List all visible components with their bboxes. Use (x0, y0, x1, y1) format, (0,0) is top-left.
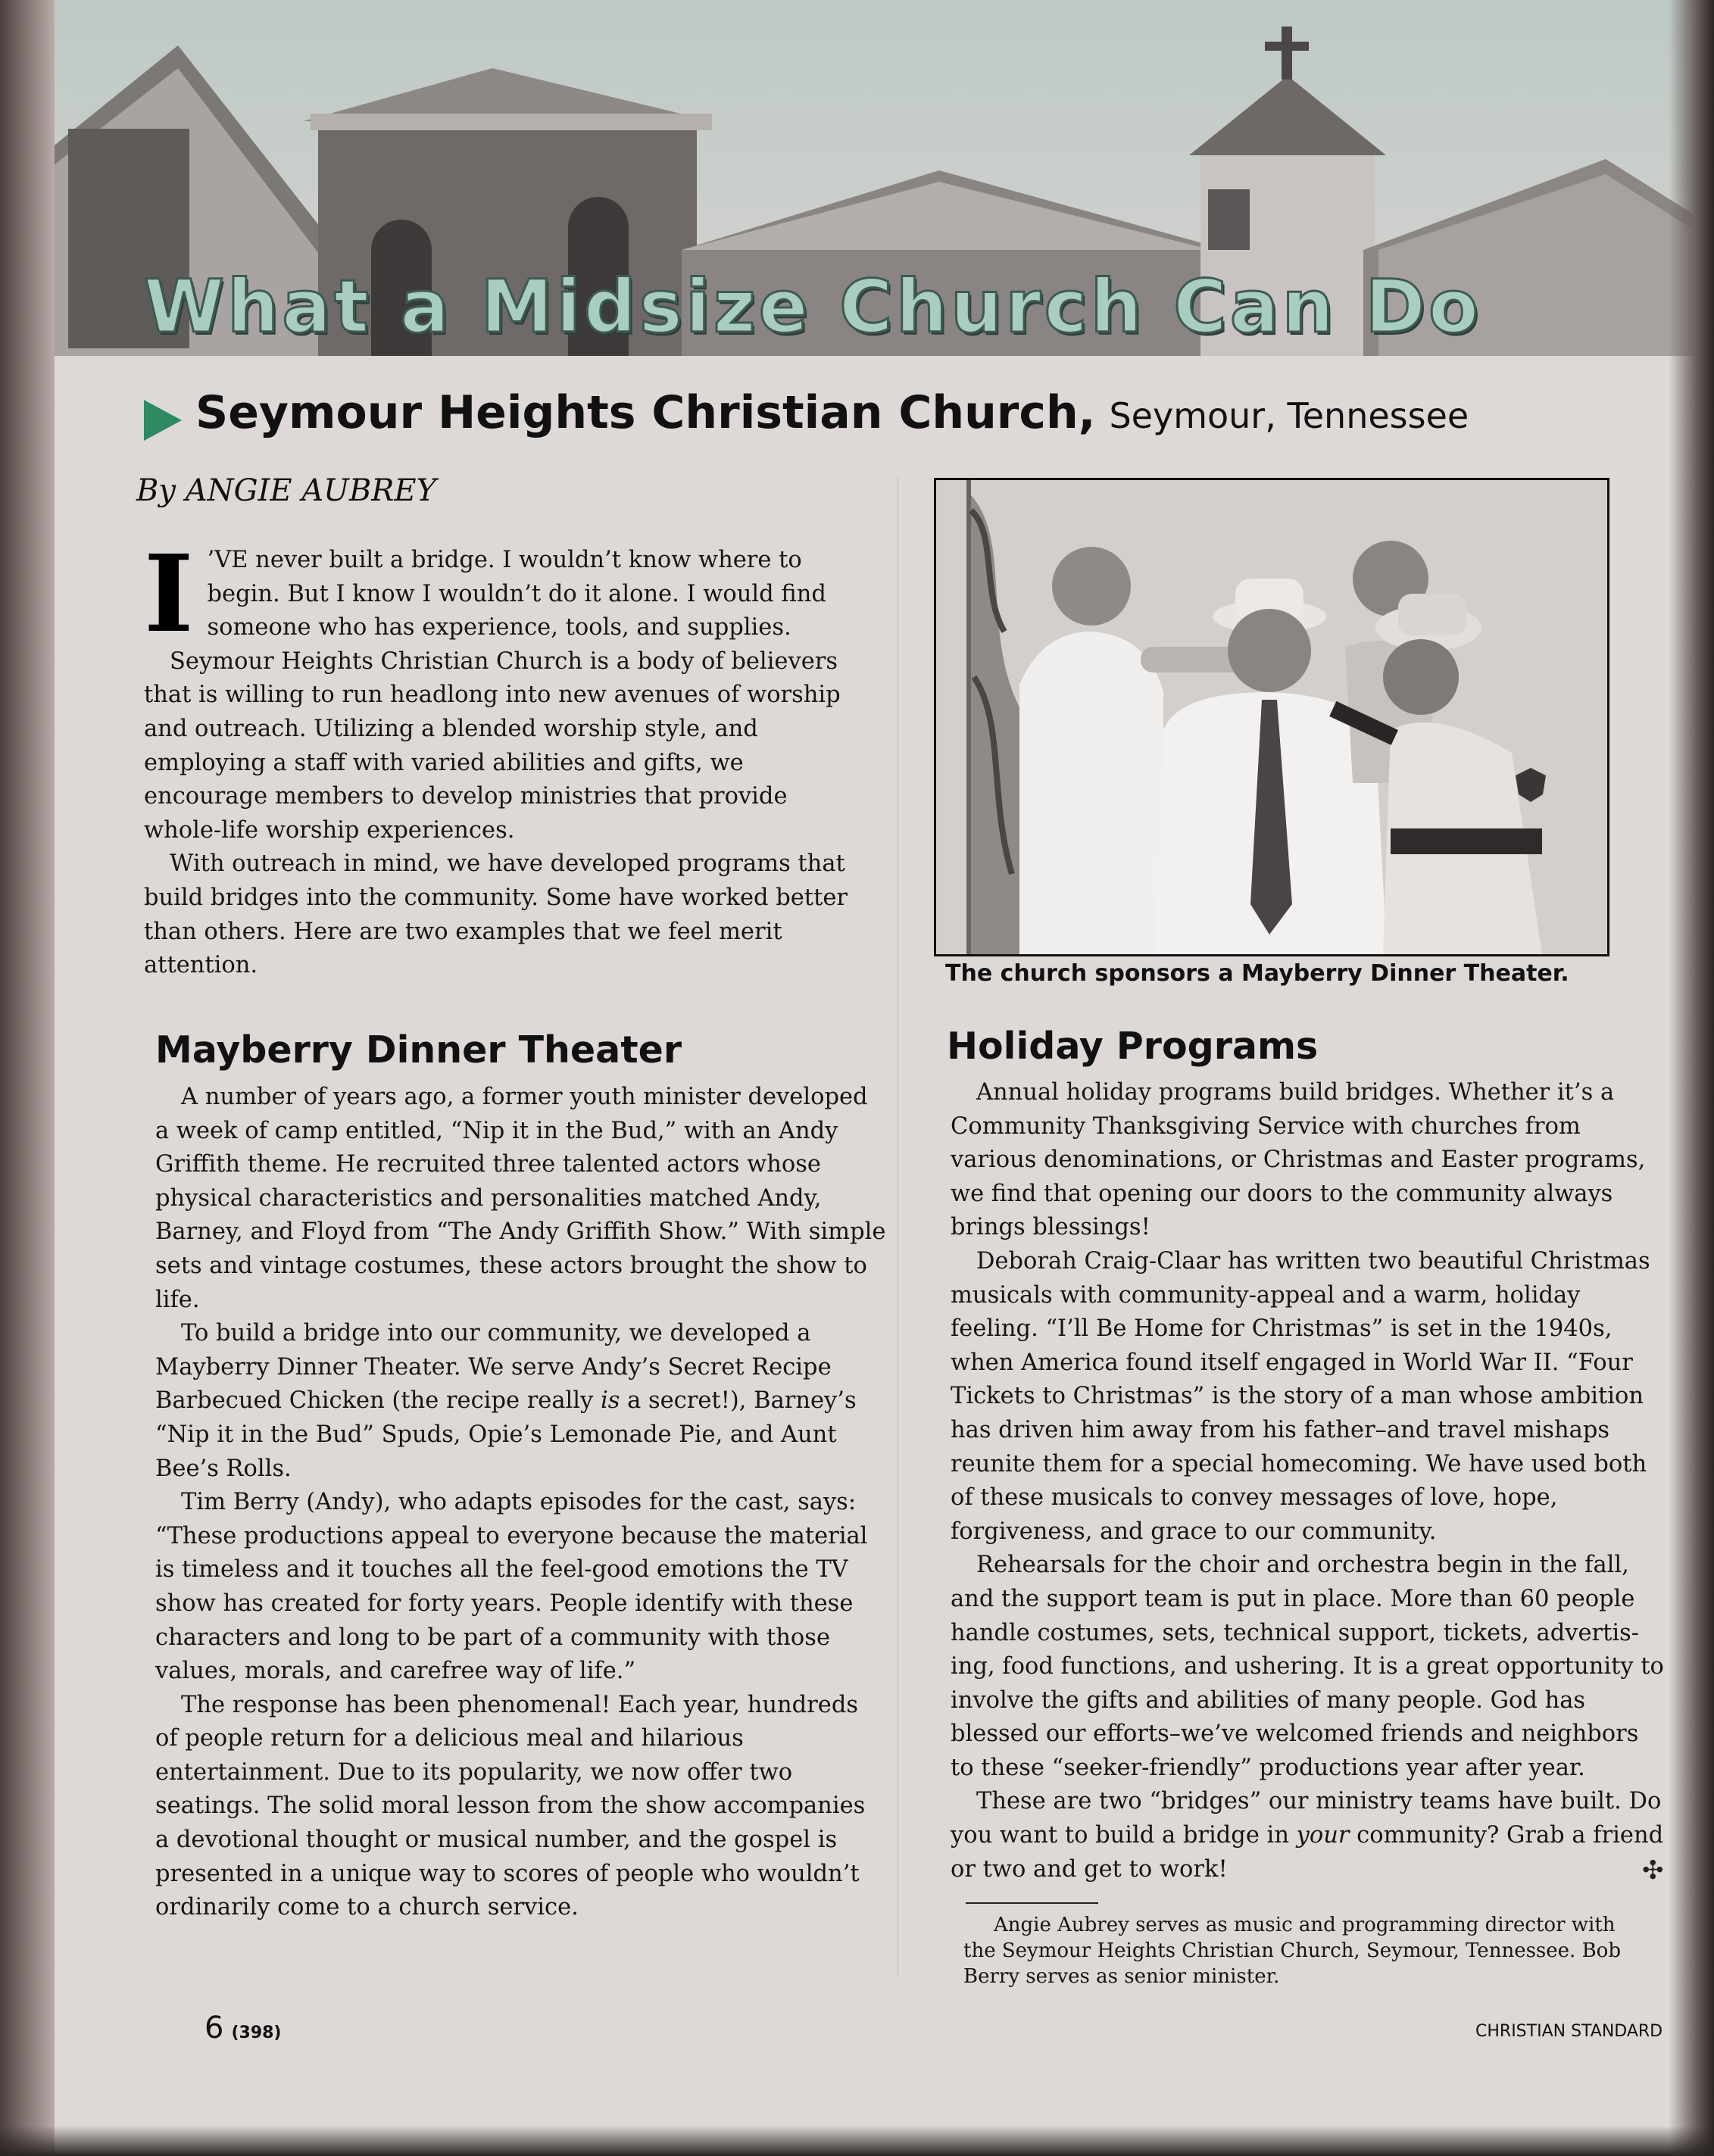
intro-text: ’VE never built a bridge. I wouldn’t know where to begin. But I know I wouldn’t do it alone. I would find someone who has experience, tools, and supplies. (207, 547, 826, 641)
magazine-name: CHRISTIAN STANDARD (1475, 2022, 1663, 2041)
mayberry-paragraph: A number of years ago, a former youth minister developed a week of camp entitled, “Nip it in the Bud,” with an Andy Griffith theme. He recruited three talented actors whose physical characteristics and personalities matched Andy, Barney, and Floyd from “The Andy Griffith Show.” With simple sets and vintage costumes, these actors brought the show to life. (155, 1084, 886, 1313)
byline: By ANGIE AUBREY (136, 473, 436, 508)
intro-column (144, 532, 856, 983)
holiday-paragraph: Deborah Craig-Claar has written two beautiful Christmas musicals with community-appeal and a warm, holiday feeling. “I’ll Be Home for Christmas” is set in the 1940s, when America found itself engaged in World War II. “Four Tickets to Christmas” is the story of a man whose ambition has driven him away from his father–and travel mishaps reunite them for a special homecoming. We have used both of these musicals to convey messages of love, hope, forgiveness, and grace to our community. (951, 1247, 1650, 1545)
mayberry-text: To build a bridge into our community, we developed a Mayberry Dinner Theater. We serve Andy’s Secret Recipe Barbecued Chicken (the recipe really (155, 1320, 832, 1415)
intro-paragraph: Seymour Heights Christian Church is a body of believers that is willing to run headlong into new avenues of worship and outreach. Utilizing a blended worship style, and employing a staff with varied abilities and gifts, we encourage members to develop ministries that provide whole-life worship experiences. (144, 647, 841, 844)
holiday-paragraph: Annual holiday programs build bridges. Whether it’s a Community Thanksgiving Service with churches from various denominations, or Christmas and Easter programs, we find that opening our doors to the community always brings blessings! (951, 1079, 1646, 1241)
church-location: Seymour, Tennessee (1109, 395, 1469, 436)
binding-spine (0, 0, 55, 2156)
drop-cap: I (144, 532, 194, 657)
mayberry-paragraph (155, 1317, 886, 1486)
intro-paragraph (144, 532, 856, 657)
header-banner (0, 0, 1714, 356)
section-heading-mayberry: Mayberry Dinner Theater (155, 1028, 682, 1072)
cast-photo-image (936, 480, 1607, 954)
church-name: Seymour Heights Christian Church, (195, 386, 1096, 439)
theater-photo (934, 478, 1609, 956)
page-bottom-shadow (0, 2126, 1714, 2156)
holiday-text: community? Grab a friend or two and get to work! (951, 1822, 1664, 1883)
page-edge-shadow (1669, 0, 1714, 2156)
holiday-text: These are two “bridges” our ministry teams have built. Do you want to build a bridge in (951, 1788, 1662, 1849)
mayberry-text: a secret!), Barney’s “Nip it in the Bud” Spuds, Opie’s Lemonade Pie, and Aunt Bee’s Rolls. (155, 1387, 857, 1482)
page-number: 6 (204, 2011, 224, 2045)
author-bio (963, 1912, 1645, 1989)
holiday-paragraph: Rehearsals for the choir and orchestra begin in the fall, and the support team is put in place. More than 60 people handle costumes, sets, technical support, tickets, advertis-ing, food functions, and ushering. It is a great opportunity to involve the gifts and abilities of many people. God has blessed our efforts–we’ve welcomed friends and neighbors to these “seeker-friendly” productions year after year. (951, 1552, 1664, 1781)
holiday-paragraph (951, 1785, 1666, 1886)
holiday-column (951, 1076, 1666, 1886)
mayberry-italic: is (600, 1387, 620, 1415)
mayberry-paragraph: The response has been phenomenal! Each year, hundreds of people return for a delicious meal and hilarious entertainment. Due to its popularity, we now offer two seatings. The solid moral lesson from the show accompanies a devotional thought or musical number, and the gospel is presented in a unique way to scores of people who wouldn’t ordinarily come to a church service. (155, 1691, 866, 1921)
end-mark-icon: ✣ (1642, 1855, 1664, 1886)
photo-caption: The church sponsors a Mayberry Dinner Theater. (945, 960, 1569, 987)
page-folio (204, 2011, 282, 2045)
holiday-italic: your (1296, 1822, 1350, 1849)
page-ref: (398) (231, 2023, 282, 2042)
mayberry-column (155, 1081, 886, 1925)
triangle-bullet-icon (144, 400, 182, 441)
section-heading-holiday: Holiday Programs (947, 1025, 1319, 1068)
author-bio-text: Angie Aubrey serves as music and programming director with the Seymour Heights Christian Church, Seymour, Tennessee. Bob Berry serves as senior minister. (963, 1914, 1621, 1988)
mayberry-paragraph: Tim Berry (Andy), who adapts episodes for the cast, says: “These productions appeal to everyone because the material is timeless and it touches all the feel-good emotions the TV show has created for forty years. People identify with these characters and long to be part of a community with those values, morals, and carefree way of life.” (155, 1489, 868, 1685)
bio-rule (966, 1902, 1098, 1904)
article-banner-title: What a Midsize Church Can Do (144, 264, 1481, 349)
church-heading (144, 386, 1583, 454)
intro-paragraph: With outreach in mind, we have developed programs that build bridges into the community. Some have worked better than others. Here are two examples that we feel merit attention. (144, 850, 848, 979)
